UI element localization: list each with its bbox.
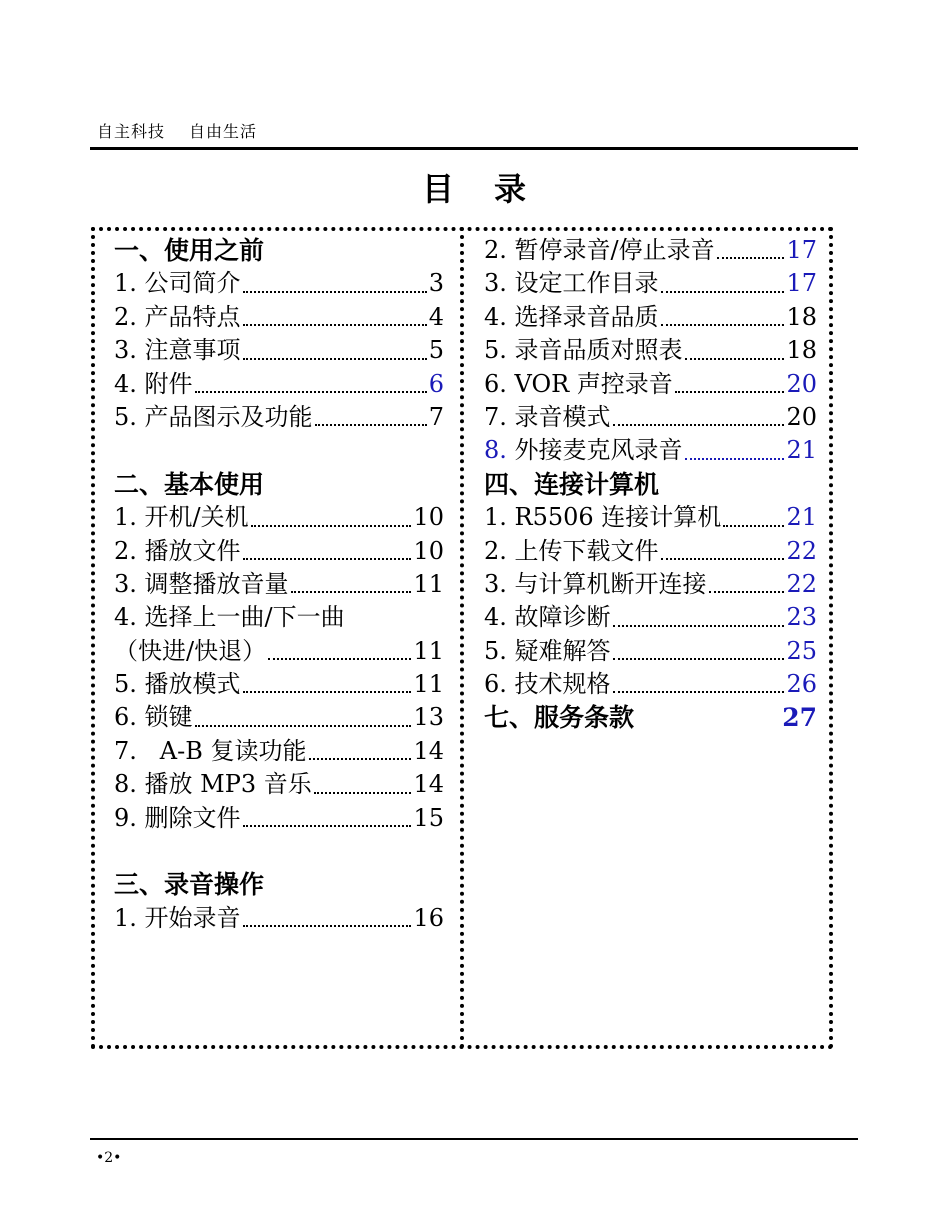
toc-entry[interactable] xyxy=(114,902,444,935)
leader-dots xyxy=(661,323,785,326)
leader-dots xyxy=(613,624,785,627)
entry-label: 1. R5506 连接计算机 xyxy=(484,503,722,532)
entry-page: 21 xyxy=(786,503,817,532)
entry-label: 6. VOR 声控录音 xyxy=(484,369,673,398)
entry-label: 5. 播放模式 xyxy=(114,670,241,699)
entry-label: 2. 上传下载文件 xyxy=(484,536,659,565)
entry-label: 4. 附件 xyxy=(114,369,193,398)
leader-dots xyxy=(717,256,785,259)
entry-text: 外接麦克风录音 xyxy=(506,436,683,465)
toc-entry[interactable] xyxy=(114,635,444,668)
entry-label: 4. 故障诊断 xyxy=(484,603,611,632)
leader-dots xyxy=(661,557,785,560)
section-heading[interactable]: 一、使用之前 xyxy=(114,236,265,265)
entry-page: 20 xyxy=(786,402,817,431)
toc-entry[interactable] xyxy=(484,501,817,534)
entry-page: 26 xyxy=(786,670,817,699)
toc-entry[interactable] xyxy=(484,601,817,634)
leader-dots xyxy=(314,791,412,794)
leader-dots xyxy=(243,557,412,560)
entry-label: 1. 开始录音 xyxy=(114,903,241,932)
entry-label: 7. A-B 复读功能 xyxy=(114,736,307,765)
page-number: •2• xyxy=(96,1150,122,1166)
entry-label: 7. 录音模式 xyxy=(484,402,611,431)
entry-label: 5. 疑难解答 xyxy=(484,636,611,665)
entry-page: 11 xyxy=(413,569,444,598)
entry-label: 4. 选择上一曲/下一曲 xyxy=(114,603,345,632)
toc-entry[interactable] xyxy=(484,668,817,701)
leader-dots xyxy=(291,590,412,593)
entry-page: 15 xyxy=(413,803,444,832)
leader-dots xyxy=(685,357,785,360)
entry-label: 1. 公司简介 xyxy=(114,269,241,298)
entry-label: 9. 删除文件 xyxy=(114,803,241,832)
leader-dots xyxy=(309,757,412,760)
toc-entry[interactable] xyxy=(114,701,444,734)
section-heading[interactable]: 三、录音操作 xyxy=(114,870,265,900)
leader-dots xyxy=(243,690,412,693)
toc-entry[interactable] xyxy=(114,501,444,534)
entry-label: 3. 调整播放音量 xyxy=(114,569,289,598)
entry-page: 11 xyxy=(413,670,444,699)
leader-dots xyxy=(675,390,785,393)
leader-dots xyxy=(243,290,427,293)
footer-rule xyxy=(90,1138,858,1140)
toc-entry[interactable] xyxy=(484,401,817,434)
toc-entry[interactable] xyxy=(484,301,817,334)
entry-page: 21 xyxy=(786,436,817,465)
entry-page: 13 xyxy=(413,703,444,732)
entry-label: 1. 开机/关机 xyxy=(114,503,249,532)
entry-page: 17 xyxy=(786,269,817,298)
toc-entry[interactable] xyxy=(114,601,444,634)
toc-entry[interactable] xyxy=(484,334,817,367)
toc-entry[interactable] xyxy=(484,535,817,568)
entry-page: 20 xyxy=(786,369,817,398)
section-heading: 七、服务条款 xyxy=(484,703,635,733)
leader-dots xyxy=(685,457,785,460)
entry-page: 3 xyxy=(428,269,444,298)
entry-number: 8. xyxy=(484,436,507,465)
header-right: 自由生活 xyxy=(189,122,258,141)
toc-entry[interactable] xyxy=(484,434,817,467)
entry-page: 22 xyxy=(786,536,817,565)
toc-entry[interactable] xyxy=(114,267,444,300)
entry-label xyxy=(484,434,683,467)
entry-page: 18 xyxy=(786,302,817,331)
leader-dots xyxy=(723,524,784,527)
page-title xyxy=(0,164,950,210)
entry-page: 5 xyxy=(428,336,444,365)
toc-column-divider xyxy=(460,227,464,1049)
running-header xyxy=(97,119,257,142)
entry-page: 17 xyxy=(786,236,817,264)
toc-entry[interactable] xyxy=(114,802,444,835)
leader-dots xyxy=(709,590,785,593)
entry-page: 22 xyxy=(786,569,817,598)
leader-dots xyxy=(613,690,785,693)
toc-section-service-terms[interactable] xyxy=(484,701,817,734)
entry-page: 18 xyxy=(786,336,817,365)
entry-page: 25 xyxy=(786,636,817,665)
leader-dots xyxy=(243,924,412,927)
toc-entry[interactable] xyxy=(114,535,444,568)
leader-dots xyxy=(243,824,412,827)
toc-entry[interactable] xyxy=(484,635,817,668)
leader-dots xyxy=(613,657,785,660)
entry-label: 3. 注意事项 xyxy=(114,336,241,365)
entry-label: 2. 暂停录音/停止录音 xyxy=(484,236,715,264)
entry-page: 14 xyxy=(413,770,444,799)
entry-label: 3. 设定工作目录 xyxy=(484,269,659,298)
entry-label: 6. 技术规格 xyxy=(484,670,611,699)
entry-label: 2. 播放文件 xyxy=(114,536,241,565)
section-heading[interactable]: 四、连接计算机 xyxy=(484,469,660,499)
title-part2: 录 xyxy=(494,170,529,208)
toc-entry[interactable] xyxy=(484,234,817,267)
toc-entry[interactable] xyxy=(114,301,444,334)
leader-dots xyxy=(268,657,411,660)
entry-label: 5. 录音品质对照表 xyxy=(484,336,683,365)
toc-entry[interactable] xyxy=(114,334,444,367)
header-left: 自主科技 xyxy=(97,122,166,141)
toc-entry[interactable] xyxy=(114,401,444,434)
toc-entry[interactable] xyxy=(114,668,444,701)
leader-dots xyxy=(195,390,427,393)
leader-dots xyxy=(251,524,412,527)
toc-right-column xyxy=(484,234,817,735)
toc-left-column xyxy=(114,234,444,935)
section-heading[interactable]: 二、基本使用 xyxy=(114,469,265,499)
title-part1: 目 xyxy=(421,170,456,208)
leader-dots xyxy=(243,323,427,326)
header-rule xyxy=(90,147,858,150)
entry-label: 3. 与计算机断开连接 xyxy=(484,569,707,598)
toc-entry[interactable] xyxy=(484,267,817,300)
entry-page: 10 xyxy=(413,503,444,532)
entry-label: 5. 产品图示及功能 xyxy=(114,402,313,431)
entry-page: 11 xyxy=(413,636,444,665)
entry-page: 14 xyxy=(413,736,444,765)
entry-label: 2. 产品特点 xyxy=(114,302,241,331)
entry-page: 6 xyxy=(428,369,444,398)
entry-page: 4 xyxy=(428,302,444,331)
leader-dots xyxy=(315,423,427,426)
entry-page: 10 xyxy=(413,536,444,565)
toc-entry[interactable] xyxy=(114,735,444,768)
toc-entry[interactable] xyxy=(484,568,817,601)
section-page: 27 xyxy=(782,703,817,733)
entry-label: （快进/快退） xyxy=(114,636,267,665)
leader-dots xyxy=(195,724,412,727)
toc-entry[interactable] xyxy=(484,368,817,401)
entry-label: 6. 锁键 xyxy=(114,703,193,732)
toc-entry[interactable] xyxy=(114,368,444,401)
leader-dots xyxy=(243,357,427,360)
leader-dots xyxy=(661,290,785,293)
entry-page: 23 xyxy=(786,603,817,632)
leader-dots xyxy=(613,423,785,426)
entry-label: 4. 选择录音品质 xyxy=(484,302,659,331)
toc-entry[interactable] xyxy=(114,568,444,601)
toc-entry[interactable] xyxy=(114,768,444,801)
entry-page: 16 xyxy=(413,903,444,932)
entry-label: 8. 播放 MP3 音乐 xyxy=(114,770,312,799)
entry-page: 7 xyxy=(428,402,444,431)
